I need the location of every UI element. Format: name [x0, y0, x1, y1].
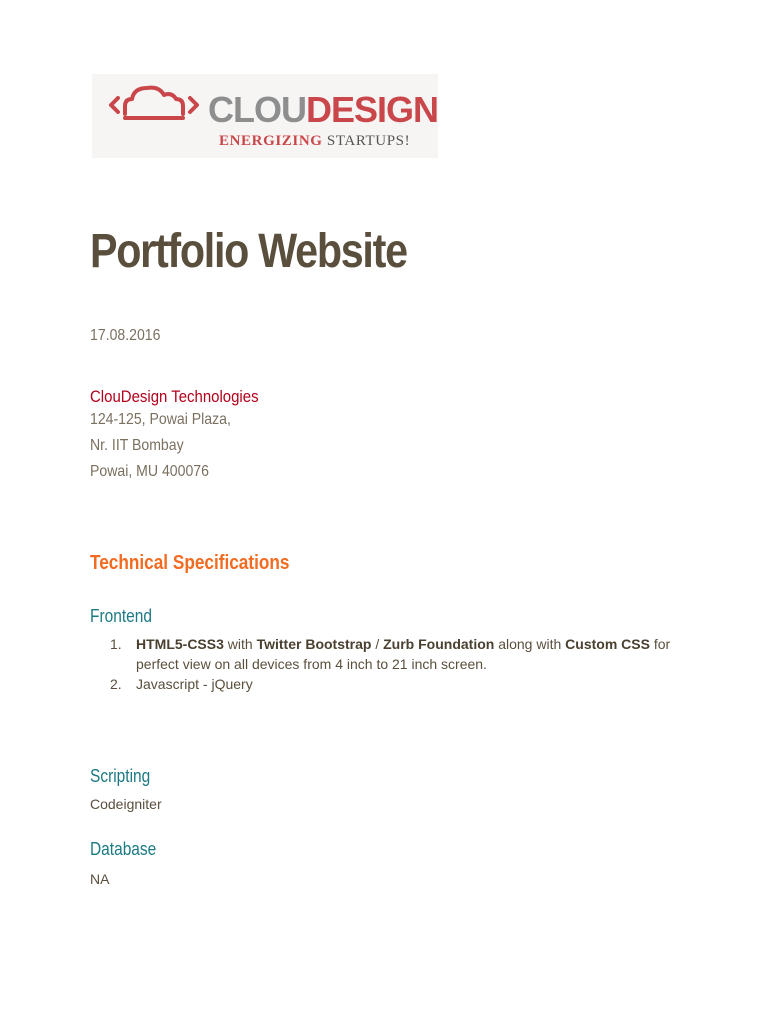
database-value: NA	[90, 871, 110, 887]
cloud-arrows-icon	[108, 82, 200, 126]
technical-specifications-heading: Technical Specifications	[90, 552, 290, 574]
logo-word-part2: DESIGN	[306, 89, 439, 130]
list-text: with	[223, 636, 257, 652]
list-item	[110, 674, 710, 694]
list-text: /	[371, 636, 384, 652]
list-number: 2.	[110, 676, 122, 692]
frontend-list	[110, 634, 710, 694]
tech-twitter-bootstrap: Twitter Bootstrap	[256, 636, 372, 652]
tech-html5-css3: HTML5-CSS3	[136, 636, 224, 652]
company-logo	[92, 74, 438, 158]
address-line-1: 124-125, Powai Plaza,	[90, 411, 231, 428]
logo-tagline-part1: ENERGIZING	[219, 133, 323, 149]
address-line-3: Powai, MU 400076	[90, 463, 209, 480]
logo-tagline-part2: STARTUPS!	[326, 133, 411, 149]
scripting-heading: Scripting	[90, 766, 151, 786]
tech-zurb-foundation: Zurb Foundation	[383, 636, 495, 652]
document-title: Portfolio Website	[90, 225, 407, 278]
company-name: ClouDesign Technologies	[90, 387, 259, 406]
tech-custom-css: Custom CSS	[565, 636, 650, 652]
list-text: for perfect view on all devices from 4 inch to 21 inch screen.	[136, 636, 671, 672]
logo-wordmark	[208, 88, 438, 132]
address-line-2: Nr. IIT Bombay	[90, 437, 184, 454]
document-date: 17.08.2016	[90, 327, 161, 344]
list-number: 1.	[110, 636, 122, 652]
scripting-value: Codeigniter	[90, 796, 162, 812]
logo-word-part1: CLOU	[208, 89, 306, 130]
list-text: along with	[494, 636, 566, 652]
database-heading: Database	[90, 839, 157, 859]
list-text: Javascript - jQuery	[136, 676, 253, 692]
frontend-heading: Frontend	[90, 606, 152, 626]
list-item	[110, 634, 710, 674]
logo-tagline	[219, 131, 410, 151]
